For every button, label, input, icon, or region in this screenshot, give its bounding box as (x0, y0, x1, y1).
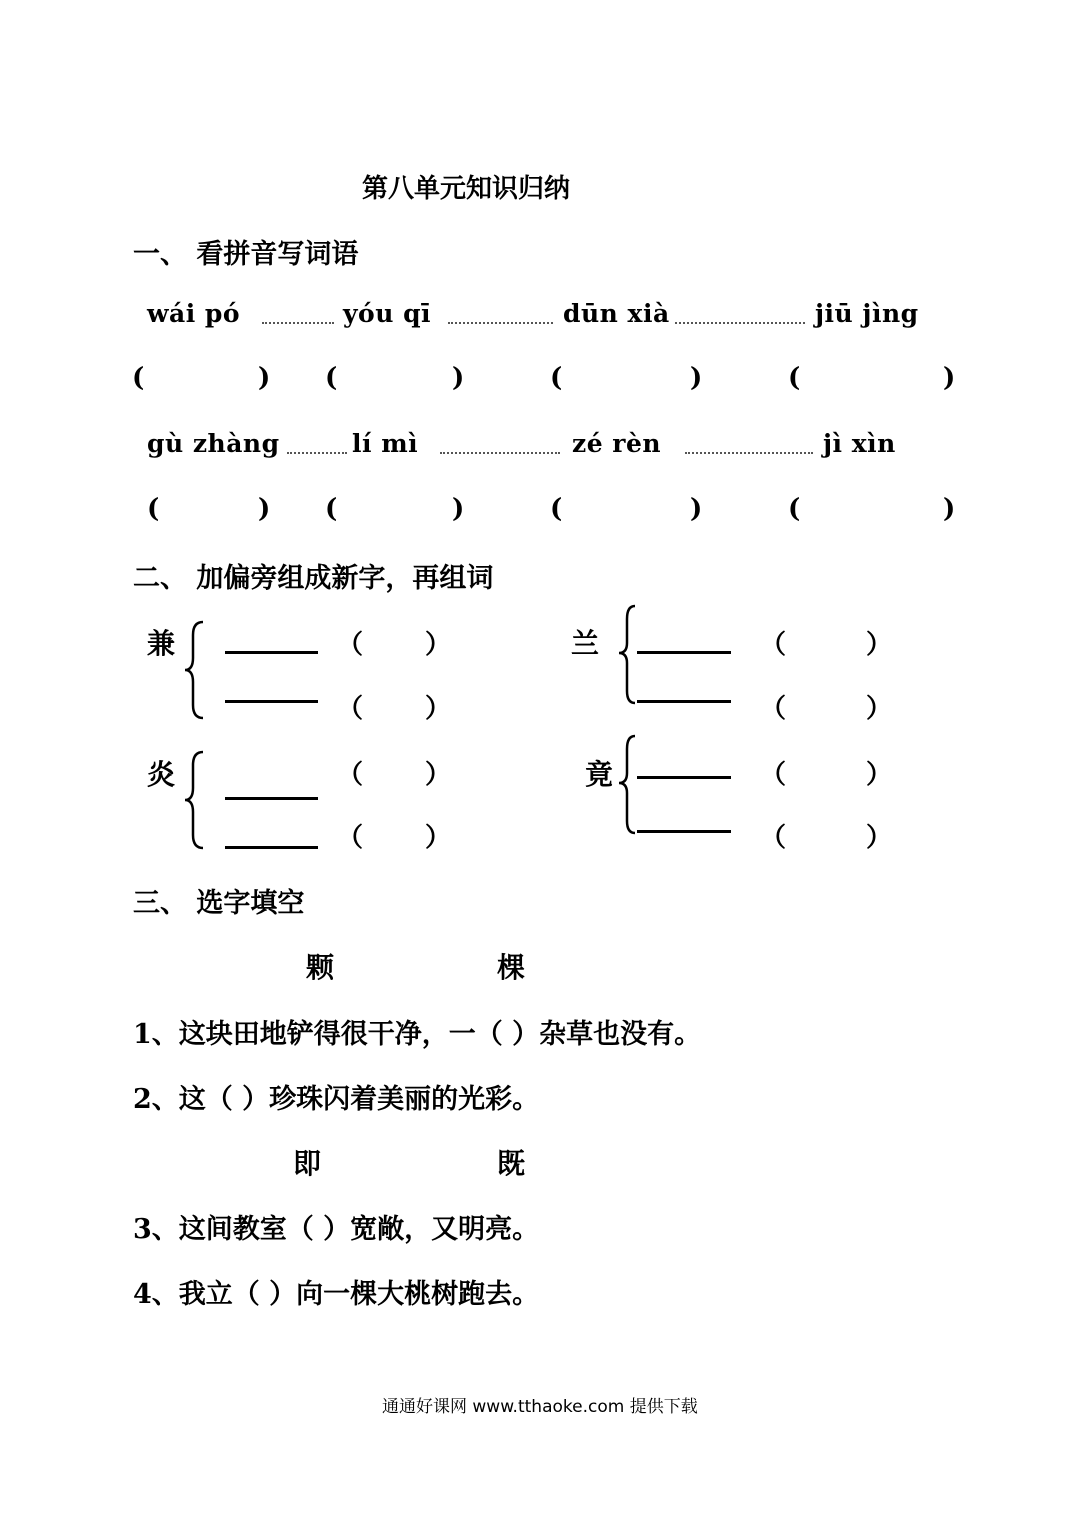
word-paren-open: （ (760, 694, 787, 724)
pinyin-7: zé rèn (572, 429, 662, 458)
section-2-heading: 二、 加偏旁组成新字，再组词 (133, 563, 494, 594)
dotted-separator (675, 322, 805, 324)
sentence-3: 3、这间教室（ ）宽敞，又明亮。 (133, 1214, 540, 1245)
pinyin-1: wái pó (147, 299, 241, 328)
answer-paren-close: ) (258, 363, 271, 393)
blank-line (225, 700, 318, 703)
word-paren-close: ） (425, 823, 452, 853)
dotted-separator (440, 452, 560, 454)
blank-line (637, 830, 731, 833)
base-char: 竟 (585, 758, 614, 791)
section-1-heading: 一、 看拼音写词语 (133, 239, 359, 270)
answer-paren-open: ( (788, 494, 801, 524)
blank-line (637, 776, 731, 779)
pinyin-4: jiū jìng (815, 299, 919, 328)
answer-paren-close: ) (690, 494, 703, 524)
pinyin-5: gù zhàng (147, 429, 280, 458)
base-char: 兰 (571, 627, 600, 660)
sentence-4: 4、我立（ ）向一棵大桃树跑去。 (133, 1279, 540, 1310)
choice-char: 颗 (306, 951, 335, 984)
word-paren-close: ） (425, 760, 452, 790)
page-title: 第八单元知识归纳 (362, 174, 571, 204)
choice-char: 即 (293, 1147, 322, 1180)
pinyin-3: dūn xià (563, 299, 670, 328)
sentence-1: 1、这块田地铲得很干净，一（ ）杂草也没有。 (133, 1019, 702, 1050)
answer-paren-close: ) (452, 494, 465, 524)
footer: 通通好课网 www.tthaoke.com 提供下载 (382, 1397, 698, 1417)
dotted-separator (287, 452, 347, 454)
brace-icon (617, 735, 637, 835)
brace-icon (185, 620, 205, 720)
section-3-heading: 三、 选字填空 (133, 888, 305, 919)
blank-line (637, 651, 731, 654)
pinyin-6: lí mì (352, 429, 419, 458)
word-paren-open: （ (760, 630, 787, 660)
word-paren-open: （ (337, 823, 364, 853)
word-paren-open: （ (337, 760, 364, 790)
answer-paren-open: ( (132, 363, 145, 393)
dotted-separator (448, 322, 553, 324)
answer-paren-open: ( (788, 363, 801, 393)
dotted-separator (262, 322, 334, 324)
choice-char: 既 (497, 1147, 526, 1180)
answer-paren-close: ) (943, 494, 956, 524)
answer-paren-open: ( (325, 494, 338, 524)
word-paren-open: （ (760, 760, 787, 790)
pinyin-8: jì xìn (823, 429, 896, 458)
sentence-2: 2、这（ ）珍珠闪着美丽的光彩。 (133, 1084, 540, 1115)
answer-paren-open: ( (550, 494, 563, 524)
word-paren-close: ） (425, 630, 452, 660)
blank-line (225, 846, 318, 849)
pinyin-2: yóu qī (343, 299, 432, 328)
word-paren-open: （ (337, 630, 364, 660)
brace-icon (185, 750, 205, 850)
answer-paren-open: ( (147, 494, 160, 524)
answer-paren-open: ( (550, 363, 563, 393)
word-paren-close: ） (866, 694, 893, 724)
word-paren-close: ） (866, 823, 893, 853)
blank-line (637, 700, 731, 703)
blank-line (225, 651, 318, 654)
answer-paren-close: ) (452, 363, 465, 393)
brace-icon (617, 605, 637, 705)
word-paren-open: （ (760, 823, 787, 853)
choice-char: 棵 (497, 951, 526, 984)
base-char: 兼 (147, 627, 176, 660)
answer-paren-close: ) (258, 494, 271, 524)
answer-paren-close: ) (690, 363, 703, 393)
word-paren-close: ） (866, 760, 893, 790)
answer-paren-open: ( (325, 363, 338, 393)
word-paren-close: ） (866, 630, 893, 660)
answer-paren-close: ) (943, 363, 956, 393)
word-paren-open: （ (337, 694, 364, 724)
word-paren-close: ） (425, 694, 452, 724)
blank-line (225, 797, 318, 800)
dotted-separator (685, 452, 813, 454)
base-char: 炎 (147, 758, 176, 791)
